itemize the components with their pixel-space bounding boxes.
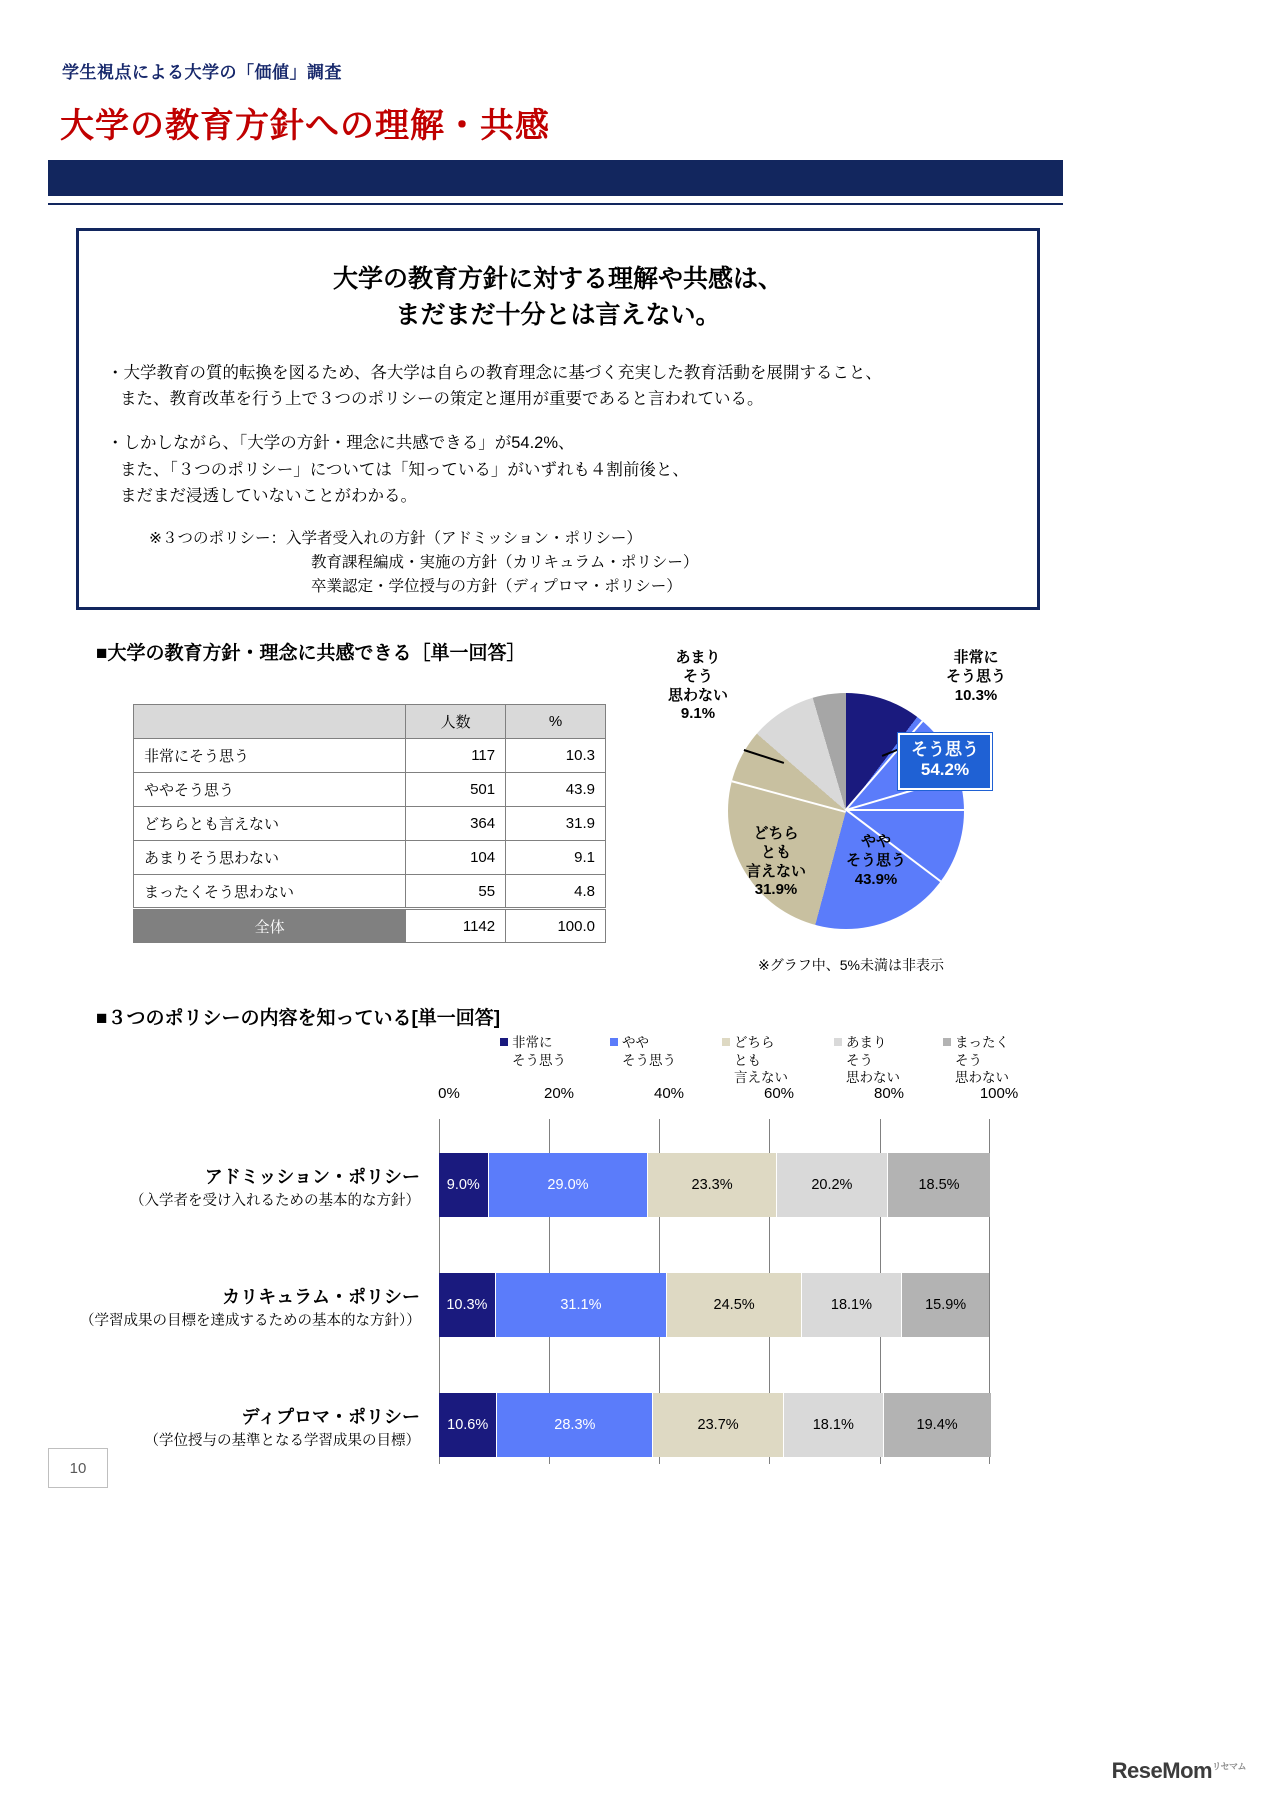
bar-seg-1: 31.1%: [496, 1273, 667, 1337]
bar-label-main: ディプロマ・ポリシー: [241, 1407, 420, 1427]
legend-item-0: [500, 1034, 566, 1069]
xtick-5: 100%: [979, 1085, 1019, 1102]
bar-seg-0: 9.0%: [439, 1153, 489, 1217]
bar-label-main: アドミッション・ポリシー: [204, 1167, 420, 1187]
navy-rule: [48, 203, 1063, 205]
table-col-pct: %: [506, 705, 606, 739]
row-count: 364: [406, 807, 506, 841]
legend-label-line: 思わない: [955, 1070, 1009, 1086]
row-pct: 10.3: [506, 739, 606, 773]
summary-body: [107, 360, 1037, 600]
pie-label-line: そう思う: [946, 667, 1007, 685]
legend-item-1: [610, 1034, 676, 1069]
navy-banner-bar: [48, 160, 1063, 196]
pie-label-line: そう思う: [846, 851, 907, 869]
table-row: [134, 807, 606, 841]
summary-bullet-1: [107, 360, 1037, 413]
bar-seg-2: 23.7%: [653, 1393, 784, 1457]
row-label: あまりそう思わない: [134, 841, 406, 875]
row-count: 117: [406, 739, 506, 773]
summary-message-box: [76, 228, 1040, 610]
bullet2-line3: まだまだ浸透していないことがわかる。: [120, 487, 417, 506]
summary-headline: [79, 261, 1037, 334]
pie-separator: [732, 780, 846, 813]
total-count: 1142: [406, 909, 506, 943]
legend-label-line: とも: [734, 1052, 761, 1068]
legend-label-line: そう思う: [622, 1052, 676, 1068]
summary-headline-line2: まだまだ十分とは言えない。: [395, 301, 721, 330]
xtick-4: 80%: [873, 1085, 905, 1102]
footnote-line2: 教育課程編成・実施の方針（カリキュラム・ポリシー）: [311, 554, 699, 572]
legend-label-line: 思わない: [846, 1070, 900, 1086]
legend-swatch-icon: [834, 1038, 842, 1046]
table-col-count: 人数: [406, 705, 506, 739]
pie-label-line: 9.1%: [680, 705, 716, 723]
legend-label-line: まったく: [955, 1035, 1009, 1050]
row-count: 501: [406, 773, 506, 807]
table-row: [134, 739, 606, 773]
row-pct: 43.9: [506, 773, 606, 807]
summary-headline-line1: 大学の教育方針に対する理解や共感は、: [332, 265, 783, 293]
page-title: 大学の教育方針への理解・共感: [60, 107, 550, 145]
bar-seg-3: 18.1%: [802, 1273, 902, 1337]
bar-seg-4: 18.5%: [888, 1153, 990, 1217]
summary-bullet-2: [107, 430, 1037, 509]
pie-label-yaya: [846, 833, 906, 889]
bar-label-sub: （入学者を受け入れるための基本的な方針）: [130, 1193, 420, 1209]
bar-seg-1: 28.3%: [497, 1393, 653, 1457]
row-label: 非常にそう思う: [134, 739, 406, 773]
legend-item-2: [722, 1034, 788, 1087]
bar-label-main: カリキュラム・ポリシー: [222, 1287, 420, 1307]
callout-line2: 54.2%: [920, 760, 970, 780]
xtick-1: 20%: [543, 1085, 575, 1102]
pie-label-line: 31.9%: [754, 881, 798, 899]
legend-swatch-icon: [943, 1038, 951, 1046]
section-heading-policies: ■３つのポリシーの内容を知っている[単一回答]: [96, 1008, 501, 1029]
pie-label-amari: [668, 649, 728, 724]
bar-seg-3: 20.2%: [777, 1153, 888, 1217]
legend-label-line: そう思う: [512, 1052, 566, 1068]
section-heading-empathy: ■大学の教育方針・理念に共感できる［単一回答］: [96, 643, 526, 664]
footnote-line3: 卒業認定・学位授与の方針（ディプロマ・ポリシー）: [311, 578, 682, 596]
pie-callout-sou-omou: [898, 733, 992, 790]
x-axis-tick-labels: [0, 1085, 1280, 1111]
pie-label-line: 言えない: [746, 862, 807, 880]
bar-label-diploma: [80, 1403, 420, 1450]
legend-swatch-icon: [610, 1038, 618, 1046]
total-pct: 100.0: [506, 909, 606, 943]
table-total-row: [134, 909, 606, 943]
pie-label-line: どちら: [753, 825, 799, 842]
bar-seg-4: 19.4%: [884, 1393, 991, 1457]
page-number: 10: [48, 1448, 108, 1488]
bar-plot-area: [439, 1119, 990, 1464]
brand-subtext: リセマム: [1212, 1761, 1246, 1772]
pie-label-line: 43.9%: [854, 870, 898, 888]
xtick-0: 0%: [438, 1085, 460, 1102]
bar-label-sub: （学習成果の目標を達成するための基本的な方針））: [80, 1313, 421, 1329]
brand-logo: [1112, 1758, 1246, 1784]
bar-row-diploma: [439, 1393, 990, 1457]
footnote-line1: ※３つのポリシー：入学者受入れの方針（アドミッション・ポリシー）: [149, 530, 642, 548]
pie-label-dochira: [746, 825, 806, 900]
pie-label-line: とも: [761, 843, 792, 861]
empathy-table: [133, 704, 606, 943]
table-col-blank: [134, 705, 406, 739]
bullet2-line2: また、「３つのポリシー」については「知っている」がいずれも４割前後と、: [120, 460, 689, 479]
xtick-3: 60%: [763, 1085, 795, 1102]
bar-seg-0: 10.6%: [439, 1393, 497, 1457]
row-label: まったくそう思わない: [134, 875, 406, 909]
table-row: [134, 841, 606, 875]
bullet2-line1: ・しかしながら、「大学の方針・理念に共感できる」が54.2%、: [107, 434, 575, 453]
bullet1-line2: また、教育改革を行う上で３つのポリシーの策定と運用が重要であると言われている。: [120, 389, 764, 408]
row-count: 55: [406, 875, 506, 909]
legend-swatch-icon: [500, 1038, 508, 1046]
bar-seg-3: 18.1%: [784, 1393, 884, 1457]
legend-label-line: 言えない: [734, 1070, 788, 1086]
row-label: どちらとも言えない: [134, 807, 406, 841]
table-header-row: [134, 705, 606, 739]
pie-chart-note: ※グラフ中、5%未満は非表示: [758, 957, 944, 973]
table-body: [134, 739, 606, 943]
legend-label-line: そう: [846, 1052, 873, 1068]
empathy-pie-chart: [660, 645, 1060, 975]
bar-row-curriculum: [439, 1273, 990, 1337]
policy-footnote: [149, 527, 1037, 599]
legend-label-line: やや: [622, 1035, 649, 1050]
xtick-2: 40%: [653, 1085, 685, 1102]
bar-seg-1: 29.0%: [489, 1153, 649, 1217]
bar-label-curriculum: [80, 1283, 420, 1330]
pie-label-line: あまり: [675, 649, 721, 666]
pie-separator: [846, 809, 964, 811]
bar-seg-4: 15.9%: [902, 1273, 990, 1337]
table-row: [134, 875, 606, 909]
pie-label-hijo: [946, 649, 1006, 705]
legend-label-line: 非常に: [512, 1035, 553, 1050]
bar-seg-2: 24.5%: [667, 1273, 802, 1337]
bar-row-admission: [439, 1153, 990, 1217]
row-count: 104: [406, 841, 506, 875]
row-pct: 31.9: [506, 807, 606, 841]
bar-seg-2: 23.3%: [648, 1153, 776, 1217]
bar-seg-0: 10.3%: [439, 1273, 496, 1337]
row-label: ややそう思う: [134, 773, 406, 807]
legend-item-3: [834, 1034, 900, 1087]
kicker-text: 学生視点による大学の「価値」調査: [62, 63, 342, 82]
legend-swatch-icon: [722, 1038, 730, 1046]
bar-label-admission: [80, 1163, 420, 1210]
total-label: 全体: [134, 909, 406, 943]
row-pct: 4.8: [506, 875, 606, 909]
bullet1-line1: ・大学教育の質的転換を図るため、各大学は自らの教育理念に基づく充実した教育活動を展開すること、: [107, 363, 882, 382]
pie-label-line: 非常に: [953, 649, 999, 666]
legend-label-line: あまり: [846, 1035, 887, 1050]
legend-label-line: そう: [955, 1052, 982, 1068]
pie-label-line: やや: [861, 833, 892, 850]
table-row: [134, 773, 606, 807]
legend-item-4: [943, 1034, 1009, 1087]
row-pct: 9.1: [506, 841, 606, 875]
brand-name: ReseMom: [1111, 1758, 1213, 1783]
pie-label-line: そう: [683, 667, 714, 685]
policy-stacked-bar-chart: [0, 1085, 1280, 1765]
bar-label-sub: （学位授与の基準となる学習成果の目標）: [144, 1433, 420, 1449]
legend-label-line: どちら: [734, 1035, 775, 1050]
pie-label-line: 思わない: [668, 686, 729, 704]
pie-label-line: 10.3%: [954, 686, 998, 704]
callout-line1: そう思う: [911, 740, 979, 759]
